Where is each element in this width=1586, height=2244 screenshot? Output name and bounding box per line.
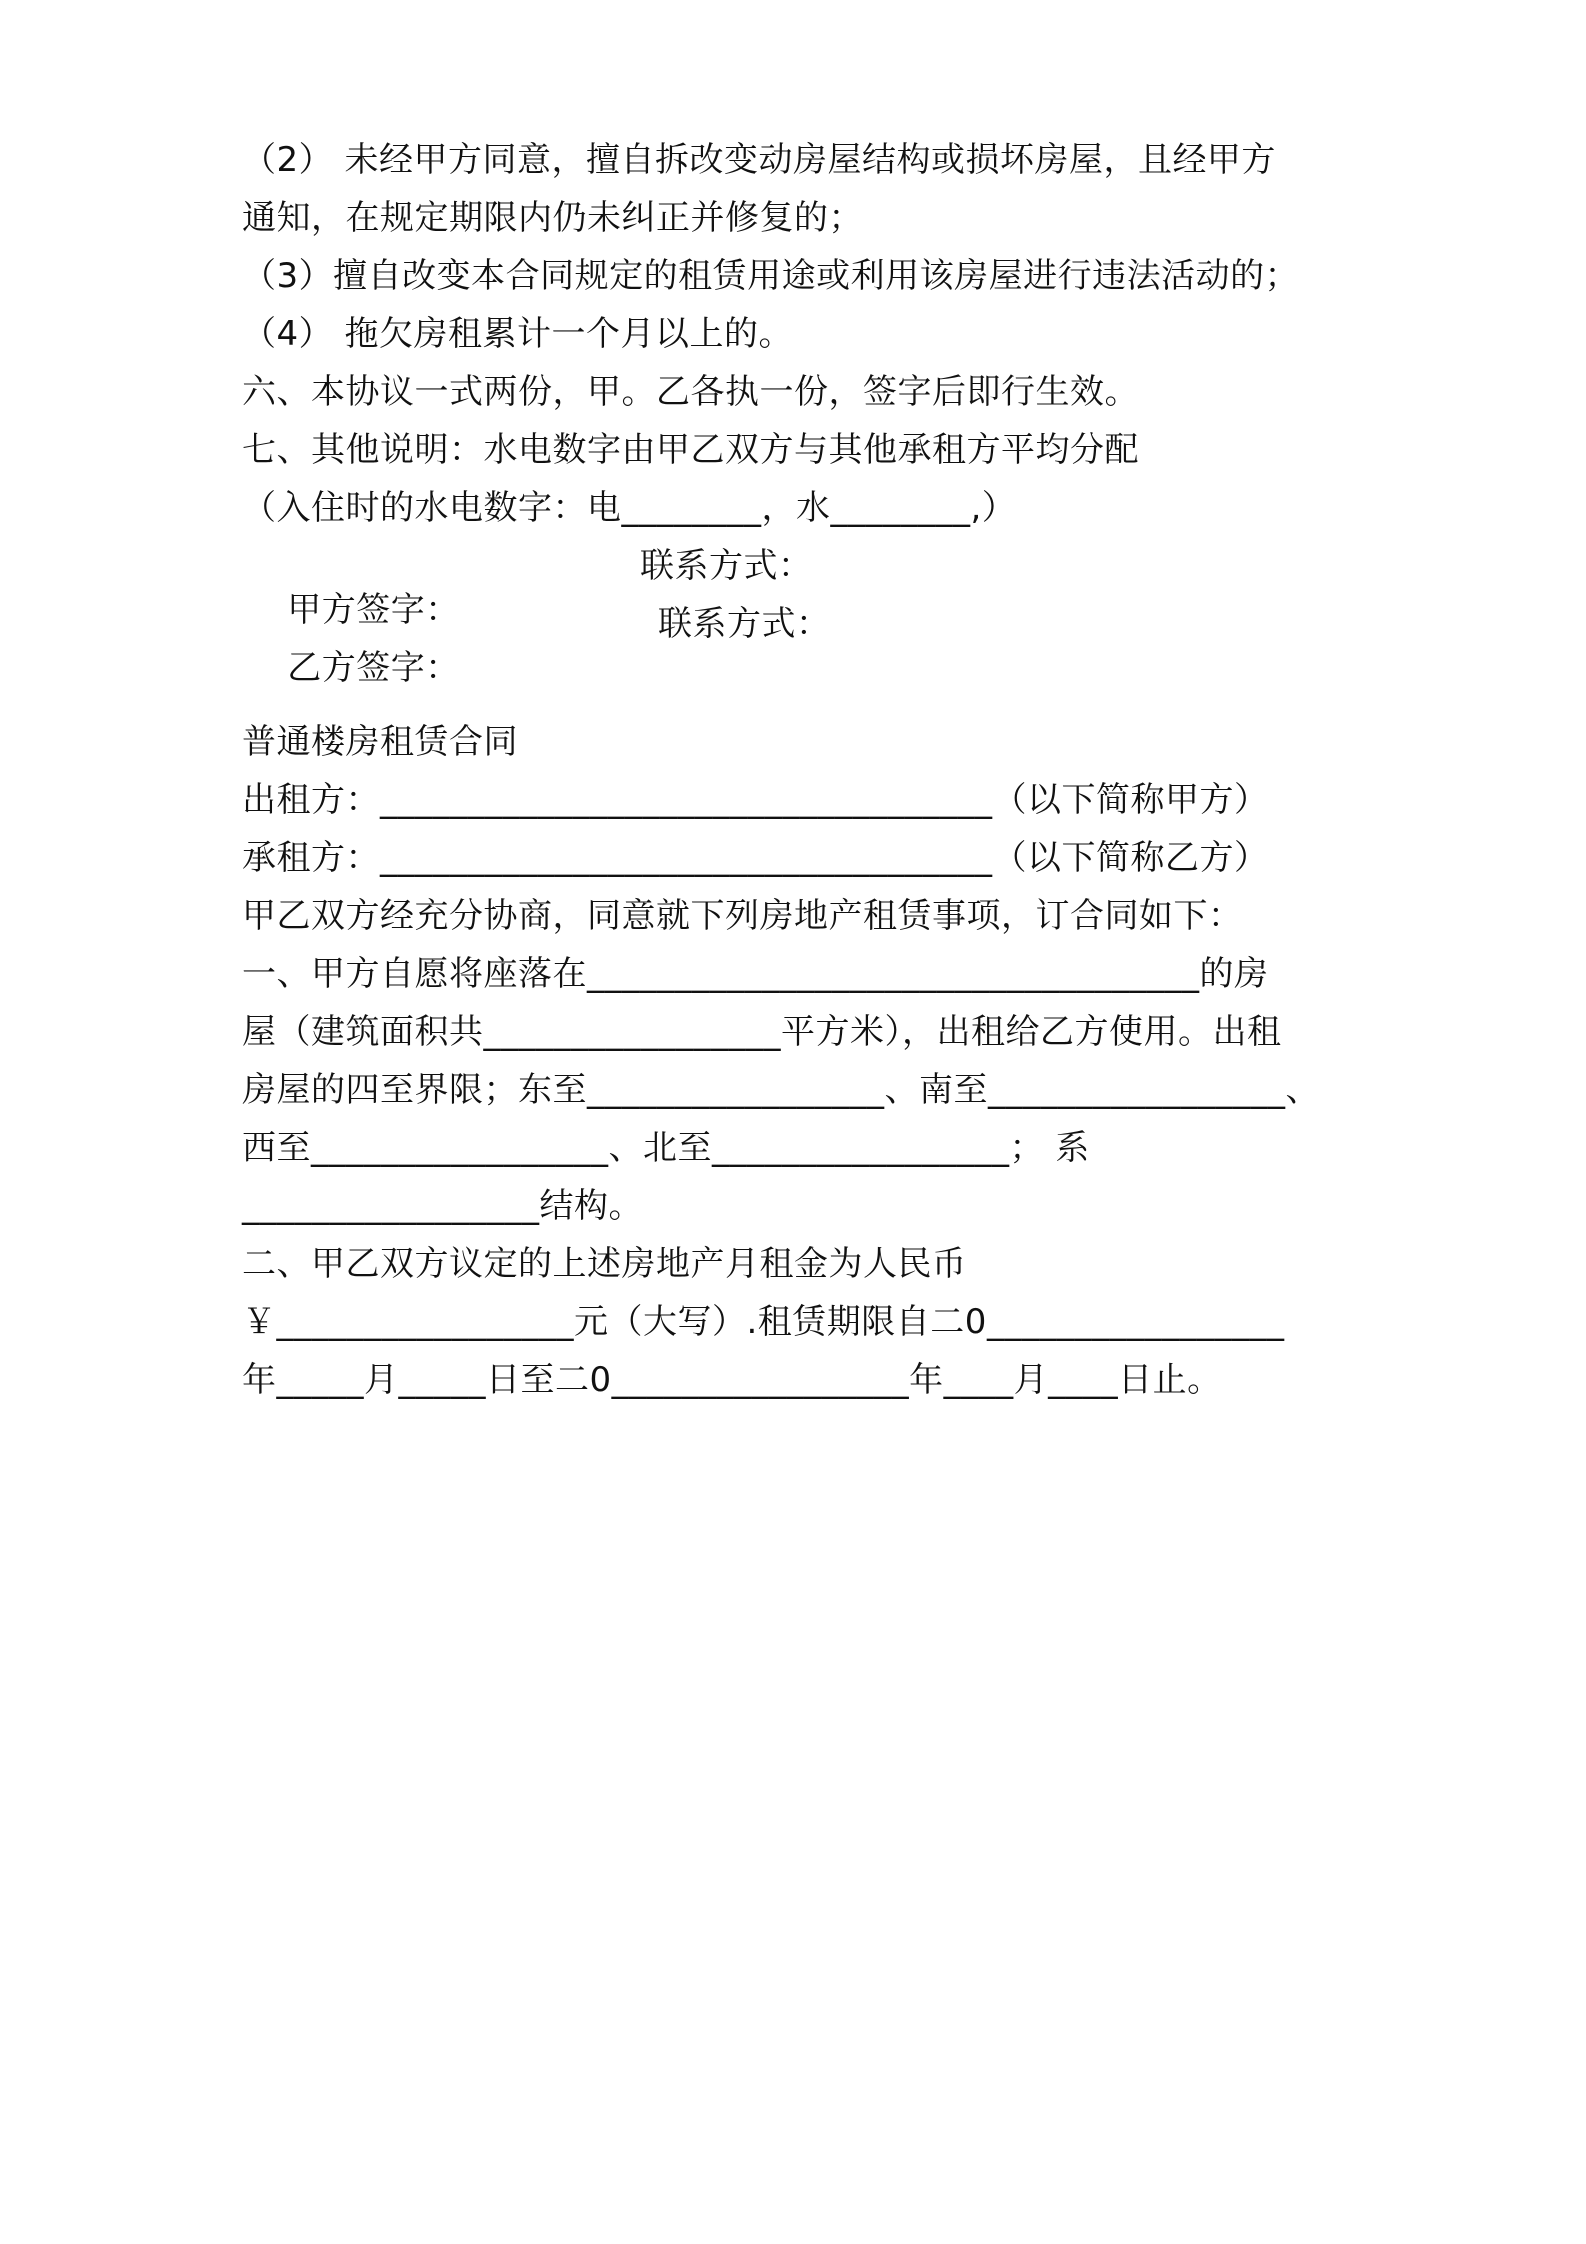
party-a-signature-label: 甲方签字： xyxy=(287,590,460,630)
article-2-line-1: 二、甲乙双方议定的上述房地产月租金为人民币 xyxy=(242,1244,967,1284)
article-1-line-5: _________________结构。 xyxy=(242,1186,643,1226)
clause-2-line-1: （2） 未经甲方同意，擅自拆改变动房屋结构或损坏房屋，且经甲方 xyxy=(242,140,1276,180)
clause-3: （3）擅自改变本合同规定的租赁用途或利用该房屋进行违法活动的； xyxy=(242,256,1300,296)
party-b-contact-label: 联系方式： xyxy=(658,604,831,644)
article-2-line-3: 年_____月_____日至二0_________________年____月____日止。 xyxy=(242,1360,1222,1400)
section-6: 六、本协议一式两份，甲。乙各执一份，签字后即行生效。 xyxy=(242,372,1139,412)
section-7: 七、其他说明：水电数字由甲乙双方与其他承租方平均分配 xyxy=(242,430,1139,470)
article-1-line-4: 西至_________________、北至_________________； 系 xyxy=(242,1128,1090,1168)
clause-4: （4） 拖欠房租累计一个月以上的。 xyxy=(242,314,793,354)
lessee-line: 承租方：___________________________________（以下简称乙方） xyxy=(242,838,1269,878)
article-1-line-3: 房屋的四至界限；东至_________________、南至_________________、 xyxy=(242,1070,1320,1110)
article-2-line-2: ￥_________________元（大写）.租赁期限自二0_________________ xyxy=(242,1302,1285,1342)
article-1-line-1: 一、甲方自愿将座落在___________________________________的房 xyxy=(242,954,1269,994)
article-1-line-2: 屋（建筑面积共_________________平方米），出租给乙方使用。出租 xyxy=(242,1012,1282,1052)
lessor-line: 出租方：___________________________________（以下简称甲方） xyxy=(242,780,1269,820)
utilities-note: （入住时的水电数字：电________，水________,） xyxy=(242,488,1017,528)
party-b-signature-label: 乙方签字： xyxy=(287,648,460,688)
contract-title: 普通楼房租赁合同 xyxy=(242,722,518,762)
clause-2-line-2: 通知，在规定期限内仍未纠正并修复的； xyxy=(242,198,863,238)
contract-intro: 甲乙双方经充分协商，同意就下列房地产租赁事项，订合同如下： xyxy=(242,896,1243,936)
party-a-contact-label: 联系方式： xyxy=(640,546,813,586)
